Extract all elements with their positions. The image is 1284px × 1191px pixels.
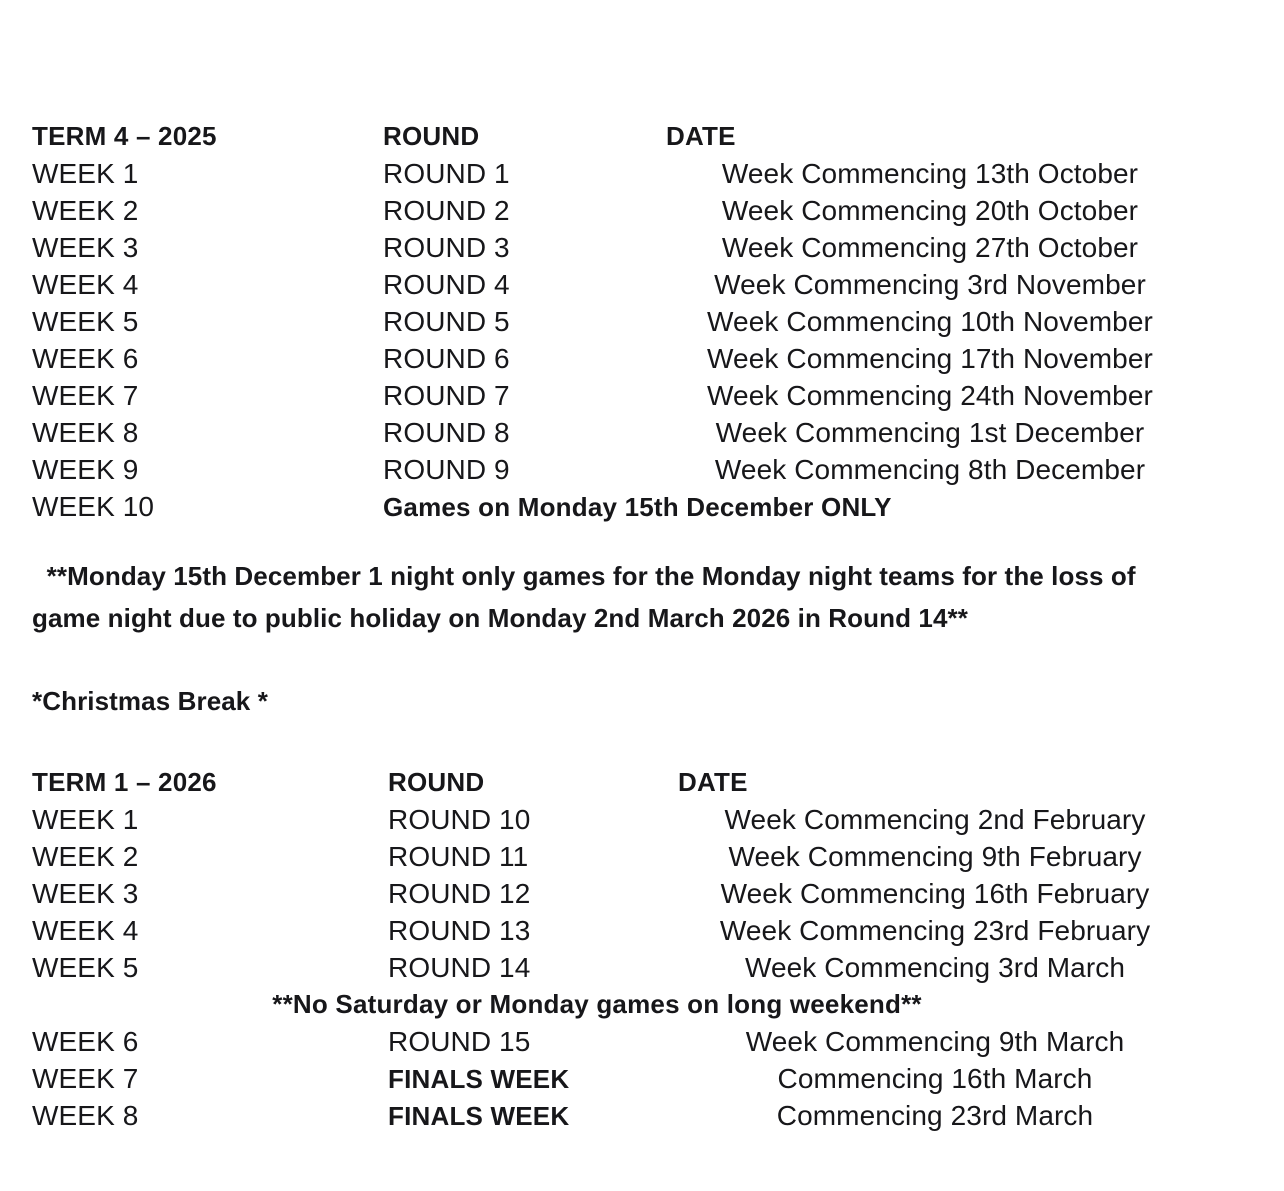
term4-date-header: DATE — [666, 121, 736, 151]
week-label: WEEK 8 — [32, 1100, 139, 1131]
round-label: ROUND 5 — [383, 306, 510, 337]
round-label: ROUND 1 — [383, 158, 510, 189]
date-label: Week Commencing 17th November — [707, 343, 1153, 374]
round-label: ROUND 14 — [388, 952, 531, 983]
round-label: ROUND 3 — [383, 232, 510, 263]
date-label: Commencing 16th March — [777, 1063, 1093, 1094]
christmas-break-note: *Christmas Break * — [32, 686, 268, 716]
date-label: Week Commencing 24th November — [707, 380, 1153, 411]
table-row — [0, 912, 1284, 949]
table-row — [0, 1097, 1284, 1134]
date-label: Week Commencing 10th November — [707, 306, 1153, 337]
table-row — [0, 266, 1284, 303]
date-label: Week Commencing 3rd March — [744, 952, 1126, 983]
week-label: WEEK 4 — [32, 269, 139, 300]
term4-section — [0, 118, 1284, 525]
section-spacer — [0, 720, 1284, 764]
round-label: ROUND 12 — [388, 878, 531, 909]
date-label: Commencing 23rd March — [776, 1100, 1094, 1131]
table-row — [0, 155, 1284, 192]
term1-date-header: DATE — [678, 767, 748, 797]
week-label: WEEK 3 — [32, 878, 139, 909]
round-label-finals: FINALS WEEK — [388, 1064, 570, 1094]
term4-round-header: ROUND — [383, 121, 480, 151]
round-label: ROUND 6 — [383, 343, 510, 374]
week-label: WEEK 7 — [32, 380, 139, 411]
date-label: Week Commencing 13th October — [721, 158, 1139, 189]
round-label: ROUND 11 — [388, 841, 529, 872]
table-row — [0, 1060, 1284, 1097]
week-label: WEEK 10 — [32, 491, 155, 522]
table-row — [0, 949, 1284, 986]
week-label: WEEK 7 — [32, 1063, 139, 1094]
week-label: WEEK 3 — [32, 232, 139, 263]
table-row — [0, 303, 1284, 340]
round-label: ROUND 8 — [383, 417, 510, 448]
monday-holiday-note: **Monday 15th December 1 night only games for the Monday night teams for the loss of game night due to public holiday on Monday 2nd March 2026 in Round 14** — [32, 561, 1158, 633]
table-row — [0, 875, 1284, 912]
week-label: WEEK 5 — [32, 952, 139, 983]
date-label: Week Commencing 16th February — [720, 878, 1150, 909]
round-label: ROUND 7 — [383, 380, 510, 411]
week-label: WEEK 4 — [32, 915, 139, 946]
table-row — [0, 340, 1284, 377]
round-label: ROUND 15 — [388, 1026, 531, 1057]
round-label: ROUND 10 — [388, 804, 531, 835]
table-row — [0, 192, 1284, 229]
week-label: WEEK 5 — [32, 306, 139, 337]
date-label: Week Commencing 9th February — [728, 841, 1142, 872]
date-label: Week Commencing 23rd February — [719, 915, 1151, 946]
table-row-week10 — [0, 488, 1284, 525]
table-row — [0, 801, 1284, 838]
table-row — [0, 1023, 1284, 1060]
section-spacer — [0, 639, 1284, 683]
date-label: Week Commencing 1st December — [715, 417, 1145, 448]
round-label-finals: FINALS WEEK — [388, 1101, 570, 1131]
term1-section — [0, 764, 1284, 1134]
term1-round-header: ROUND — [388, 767, 485, 797]
week-label: WEEK 6 — [32, 1026, 139, 1057]
term1-header-row — [0, 764, 1284, 801]
week-label: WEEK 2 — [32, 195, 139, 226]
term4-header-row — [0, 118, 1284, 155]
week-label: WEEK 1 — [32, 158, 139, 189]
round-label: ROUND 13 — [388, 915, 531, 946]
term4-title: TERM 4 – 2025 — [32, 121, 217, 151]
date-label: Week Commencing 20th October — [721, 195, 1139, 226]
section-spacer — [0, 525, 1284, 555]
round-label: ROUND 4 — [383, 269, 510, 300]
week-label: WEEK 6 — [32, 343, 139, 374]
date-label: Week Commencing 8th December — [714, 454, 1146, 485]
week-label: WEEK 9 — [32, 454, 139, 485]
table-row — [0, 838, 1284, 875]
term1-title: TERM 1 – 2026 — [32, 767, 217, 797]
table-row — [0, 414, 1284, 451]
week-label: WEEK 2 — [32, 841, 139, 872]
week-label: WEEK 8 — [32, 417, 139, 448]
date-label: Week Commencing 9th March — [745, 1026, 1125, 1057]
date-label: Week Commencing 2nd February — [724, 804, 1146, 835]
table-row — [0, 229, 1284, 266]
week-label: WEEK 1 — [32, 804, 139, 835]
round-label: ROUND 2 — [383, 195, 510, 226]
table-row — [0, 377, 1284, 414]
table-row — [0, 451, 1284, 488]
long-weekend-note: **No Saturday or Monday games on long weekend** — [272, 989, 922, 1019]
round-label: ROUND 9 — [383, 454, 510, 485]
top-spacer — [0, 0, 1284, 118]
date-label: Week Commencing 27th October — [721, 232, 1139, 263]
date-label: Week Commencing 3rd November — [714, 269, 1146, 300]
week10-games-note: Games on Monday 15th December ONLY — [383, 492, 892, 522]
